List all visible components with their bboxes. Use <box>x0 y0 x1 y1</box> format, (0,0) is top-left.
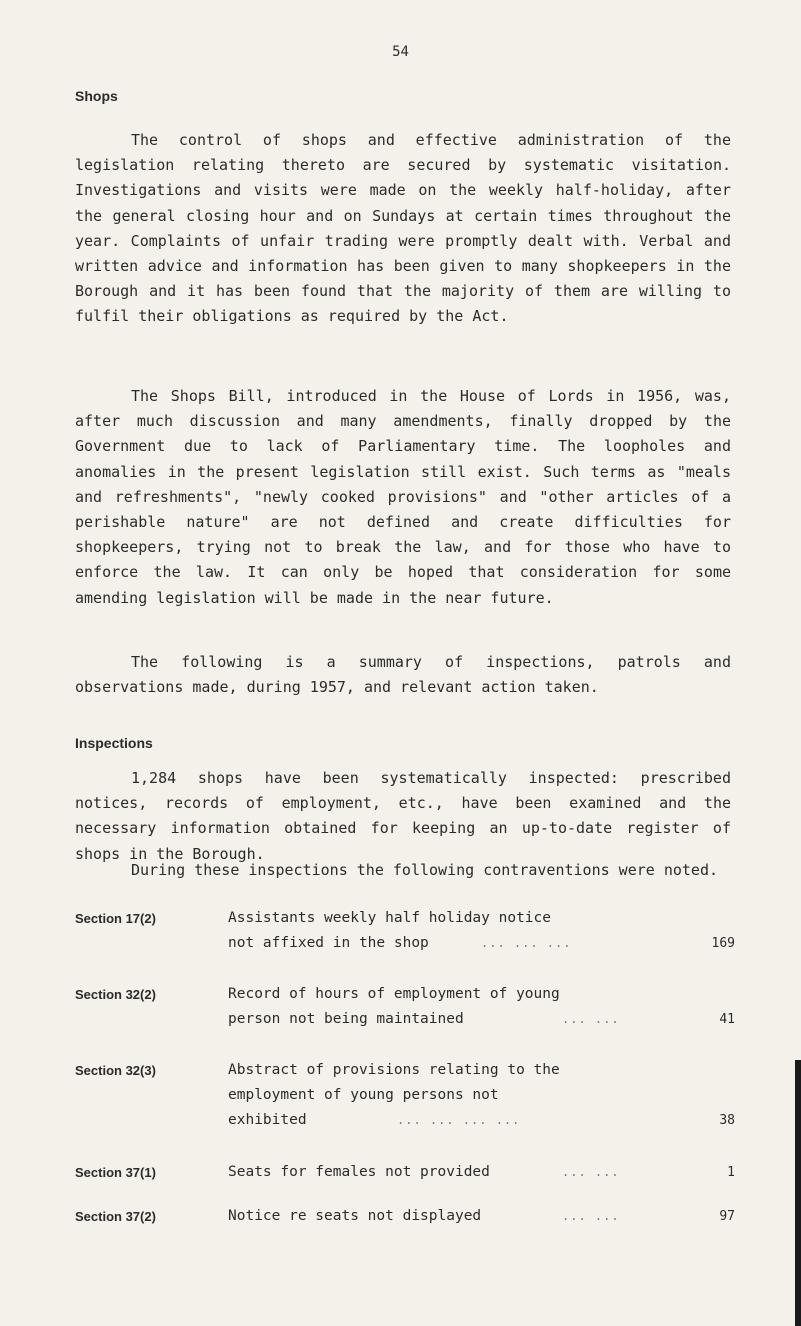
page-number: 54 <box>392 44 409 60</box>
contravention-count: 1 <box>727 1165 735 1181</box>
description-line: not affixed in the shop <box>228 935 429 952</box>
leader-dots: ... ... <box>562 1209 620 1224</box>
leader-dots: ... ... ... <box>481 936 572 951</box>
section-label: Section 37(2) <box>75 1209 156 1225</box>
shops-heading: Shops <box>75 88 118 104</box>
contraventions-list <box>75 858 735 1229</box>
leader-dots: ... ... <box>562 1012 620 1027</box>
section-label: Section 37(1) <box>75 1165 156 1181</box>
description-line: Abstract of provisions relating to the <box>228 1062 560 1079</box>
inspections-paragraph-1: 1,284 shops have been systematically inspected: prescribed notices, records of employment, etc., have been examined and the necessary information obtained for keeping an up-to-date register of shops in the Borough. <box>75 769 731 863</box>
contravention-count: 97 <box>719 1209 735 1225</box>
contravention-row <box>75 1058 735 1133</box>
contravention-count: 41 <box>719 1012 735 1028</box>
section-label: Section 32(3) <box>75 1063 156 1079</box>
contravention-row <box>75 906 735 956</box>
inspections-heading: Inspections <box>75 735 153 751</box>
leader-dots: ... ... <box>562 1165 620 1180</box>
contravention-row <box>75 1204 735 1229</box>
section-label: Section 17(2) <box>75 911 156 927</box>
leader-dots: ... ... ... ... <box>397 1113 521 1128</box>
contravention-row <box>75 1160 735 1185</box>
description-line: exhibited <box>228 1112 307 1129</box>
contravention-count: 38 <box>719 1113 735 1129</box>
shops-paragraph-2: The Shops Bill, introduced in the House of Lords in 1956, was, after much discussion and many amendments, finally dropped by the Government due to lack of Parliamentary time. The loopholes and anomalies in the present legislation still exist. Such terms as "meals and refreshments", "newly cooked provisions" and "other articles of a perishable nature" are not defined and create difficulties for shopkeepers, trying not to break the law, and for those who have to enforce the law. It can only be hoped that consideration for some amending legislation will be made in the near future. <box>75 387 731 607</box>
description-line: person not being maintained <box>228 1011 464 1028</box>
description-line: Assistants weekly half holiday notice <box>228 910 552 927</box>
shops-paragraph-3: The following is a summary of inspections, patrols and observations made, during 1957, and relevant action taken. <box>75 653 731 697</box>
inspections-paragraph-2: During these inspections the following contraventions were noted. <box>131 861 718 879</box>
scan-edge-shadow <box>795 1060 801 1326</box>
description-line: Seats for females not provided <box>228 1164 490 1181</box>
contravention-row <box>75 982 735 1032</box>
shops-paragraph-1: The control of shops and effective administration of the legislation relating thereto are secured by systematic visitation. Investigations and visits were made on the weekly half-holiday, after the general closing hour and on Sundays at certain times throughout the year. Complaints of unfair trading were promptly dealt with. Verbal and written advice and information has been given to many shopkeepers in the Borough and it has been found that the majority of them are willing to fulfil their obligations as required by the Act. <box>75 131 731 326</box>
description-line: Record of hours of employment of young <box>228 986 560 1003</box>
description-line: Notice re seats not displayed <box>228 1208 482 1225</box>
section-label: Section 32(2) <box>75 987 156 1003</box>
description-line: employment of young persons not <box>228 1087 499 1104</box>
contravention-count: 169 <box>711 936 735 952</box>
